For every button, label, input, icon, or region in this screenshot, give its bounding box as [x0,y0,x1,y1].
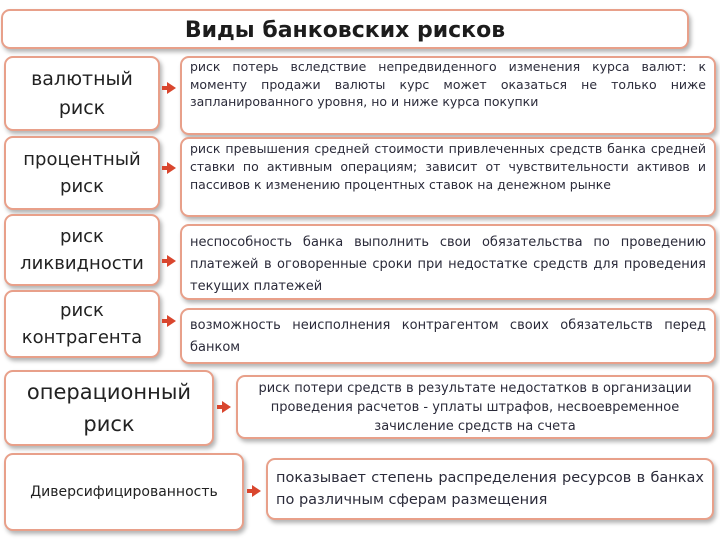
risk-name-box-liquidity [4,214,160,286]
risk-description: возможность неисполнения контрагентом своих обязательств перед банком [190,318,706,355]
risk-description-box-operational [236,375,714,439]
risk-name-line1: риск [60,226,104,247]
arrow-right-icon [167,255,176,267]
risk-name-line1: риск [60,300,104,321]
risk-description-box-currency [180,56,716,135]
risk-description: риск потери средств в результате недостатков в организации проведения расчетов - уплаты штрафов, несвоевременное зачисление средств на счета [258,381,692,434]
risk-name-line1: Диверсифицированность [30,484,218,500]
risk-description: показывает степень распределения ресурсов в банках по различным сферам размещения [276,470,704,508]
page-title: Виды банковских рисков [184,17,506,43]
arrow-right-icon [167,82,176,94]
risk-name-line1: процентный [23,149,141,170]
risk-description-box-diversification [266,458,714,520]
risk-name-line2: ликвидности [20,253,144,274]
arrow-right-icon [252,485,261,497]
title-box [1,9,689,49]
risk-name-box-diversification [4,453,244,531]
risk-name-box-counterparty [4,290,160,358]
risk-description-box-interest [180,137,716,217]
arrow-right-icon [222,401,231,413]
risk-description: риск превышения средней стоимости привлеченных средств банка средней ставки по активным операциям; зависит от чувствительности активов и пассивов к изменению процентных ставок на денежном рынке [190,141,706,192]
arrow-right-icon [167,162,176,174]
risk-description-box-liquidity [180,224,716,300]
risk-name-line2: контрагента [21,327,143,348]
risk-name-line2: риск [60,176,104,197]
risk-name-line1: операционный [26,380,192,404]
arrow-right-icon [167,315,176,327]
risk-name-line2: риск [83,412,135,436]
risk-description-box-counterparty [180,308,716,364]
risk-name-box-currency [4,56,160,131]
risk-name-box-operational [4,370,214,446]
risk-description: неспособность банка выполнить свои обязательства по проведению платежей в оговоренные сроки при недостатке средств для проведения текущих платежей [190,235,706,294]
risk-name-line1: валютный [31,67,133,90]
risk-name-line2: риск [58,96,106,119]
risk-description: риск потерь вследствие непредвиденного изменения курса валют: к моменту продажи валюты курс может оказаться не только ниже запланированного уровня, но и ниже курса покупки [190,59,706,109]
risk-name-box-interest [4,136,160,210]
